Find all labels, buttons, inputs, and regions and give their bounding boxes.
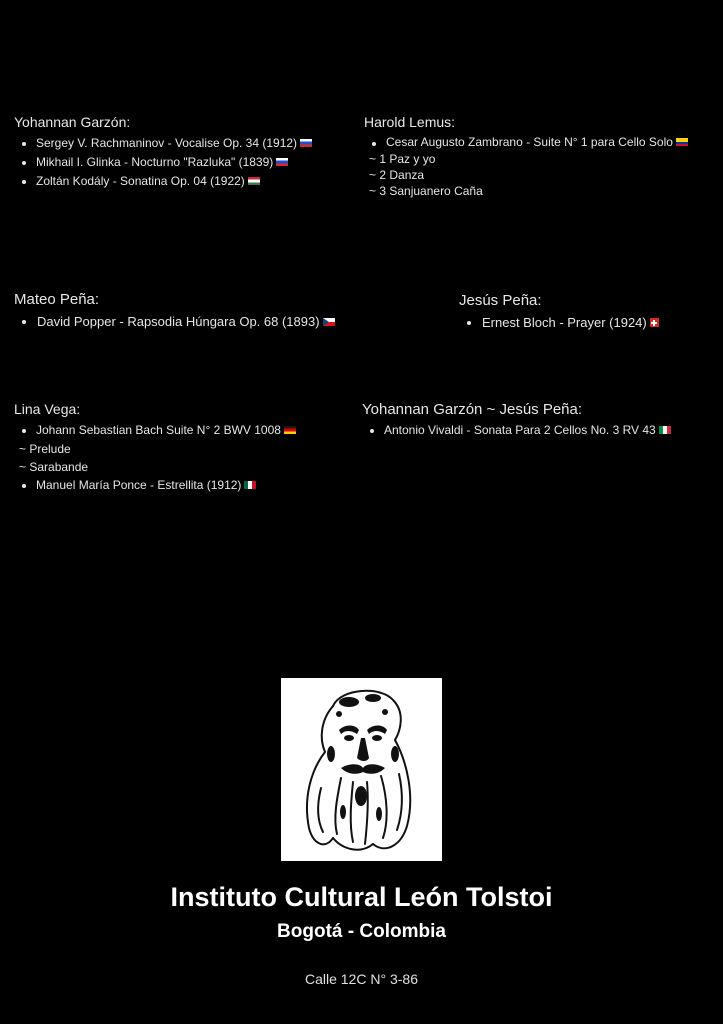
russia-flag-icon <box>276 158 288 166</box>
tolstoy-portrait-image <box>281 678 442 861</box>
portrait-sketch-icon <box>281 678 442 861</box>
repertoire-list <box>362 421 671 440</box>
performer-block-jesus <box>459 292 659 333</box>
list-item: Mikhail I. Glinka - Nocturno "Razluka" (1839) <box>14 153 312 172</box>
performer-name: Lina Vega: <box>14 401 81 417</box>
czech-flag-icon <box>323 318 335 326</box>
performer-block-lina <box>14 401 296 495</box>
repertoire-list <box>459 312 659 333</box>
russia-flag-icon <box>300 139 312 147</box>
institution-name: Instituto Cultural León Tolstoi <box>170 882 553 912</box>
switzerland-flag-icon <box>650 318 659 327</box>
hungary-flag-icon <box>248 177 260 185</box>
list-item: Cesar Augusto Zambrano - Suite N° 1 para Cello Solo <box>364 134 688 151</box>
movement-item: ~ Prelude <box>19 442 71 456</box>
movement-item: ~ 2 Danza <box>369 168 425 182</box>
mexico-flag-icon <box>244 481 256 489</box>
repertoire-list <box>14 421 296 495</box>
city-label: Bogotá - Colombia <box>277 921 446 942</box>
performer-block-harold <box>364 114 688 199</box>
performer-name: Yohannan Garzón: <box>14 114 131 130</box>
movement-item: ~ Sarabande <box>19 460 89 474</box>
repertoire-list <box>14 134 312 191</box>
list-item: Johann Sebastian Bach Suite N° 2 BWV 1008 <box>14 421 296 440</box>
performer-block-mateo <box>14 291 335 332</box>
performer-block-duo <box>362 401 671 440</box>
italy-flag-icon <box>659 426 671 434</box>
list-item: David Popper - Rapsodia Húngara Op. 68 (1893) <box>14 311 335 332</box>
performer-name: Yohannan Garzón ~ Jesús Peña: <box>362 401 583 418</box>
performer-name: Mateo Peña: <box>14 291 100 308</box>
list-item: Antonio Vivaldi - Sonata Para 2 Cellos No. 3 RV 43 <box>362 421 671 440</box>
performer-name: Harold Lemus: <box>364 114 456 130</box>
performer-block-yohannan <box>14 114 312 191</box>
germany-flag-icon <box>284 426 296 434</box>
repertoire-list <box>364 134 688 199</box>
repertoire-list <box>14 311 335 332</box>
list-item: Manuel María Ponce - Estrellita (1912) <box>14 476 296 495</box>
movement-item: ~ 1 Paz y yo <box>369 152 436 166</box>
address-label: Calle 12C N° 3-86 <box>305 971 418 987</box>
list-item: Sergey V. Rachmaninov - Vocalise Op. 34 (1912) <box>14 134 312 153</box>
colombia-flag-icon <box>676 138 688 146</box>
movement-item: ~ 3 Sanjuanero Caña <box>369 184 483 198</box>
list-item: Ernest Bloch - Prayer (1924) <box>459 312 659 333</box>
list-item: Zoltán Kodály - Sonatina Op. 04 (1922) <box>14 172 312 191</box>
performer-name: Jesús Peña: <box>459 292 542 309</box>
